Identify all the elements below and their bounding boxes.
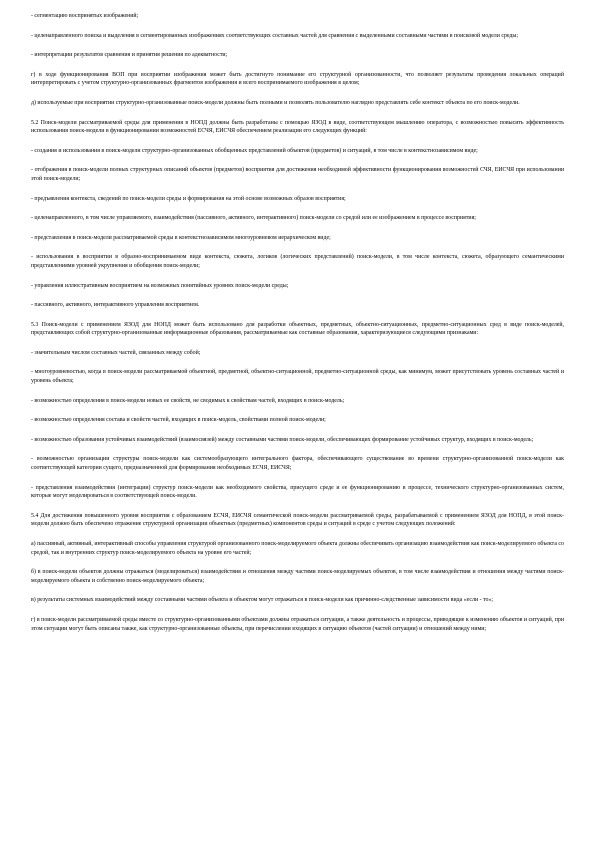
paragraph: - возможностью определения в поиск-модели новых ее свойств, не сводимых к свойствам частей, входящих в поиск-модель; (31, 397, 345, 404)
paragraph: - целенаправленного поиска и выделения в сегментированных изображениях соответствующих составных частей для сравнения с выделенными составными частями в поисковой модели среды; (31, 32, 519, 39)
paragraph: д) используемые при восприятии структурно-организованные поиск-модели должны быть полными и позволять пользователю наглядно представлять себе контекст объекта по его поиск-модели. (31, 99, 520, 106)
paragraph: - использования в восприятии в образно-воспринимаемом виде контекста, сюжета, логиков (логических представлений) поиск-модели, в том числе контекста, сюжета, образующего семантическими представлениями уровней укрупнения и обобщения поиск-модели; (31, 254, 564, 269)
paragraph: - многоуровневостью, когда в поиск-модели рассматриваемой объектной, предметной, объектно-ситуационной, предметно-ситуационной среды, как минимум, может присутствовать уровень составных частей и уровень объекта; (31, 369, 564, 385)
paragraph: б) в поиск-модели объектов должны отражаться (моделироваться) взаимодействия и отношения между частями поиск-моделируемых объектов, в том числе взаимодействия и отношения между частями поиск-моделируемого объекта и собственно поиск-моделируемого объекта; (31, 569, 564, 584)
paragraph: - управления иллюстративным восприятием на возможных понятийных уровнях поиск-модели среды; (31, 282, 289, 289)
paragraph: - создания и использования в поиск-модели структурно-организованных обобщенных представлений объектов (предметов) и ситуаций, в том числе в контекстнозависимом виде; (31, 147, 478, 154)
paragraph: 5.2 Поиск-модели рассматриваемой среды для применения в НОПД должны быть разработаны с помощью ЯЗОД в виде, соответствующем мышлению оператора, с возможностью повысить эффективность использования поиск-модели в функционировании возможностей ЕСЧЯ, ЕИСЧЯ обеспечением реализации его следующих функций: (31, 119, 564, 135)
paragraph: 5.3 Поиск-модели с применением ЯЗОД для НОПД может быть использовано для разработки объектных, предметных, объектно-ситуационных, предметно-ситуационных сред в виде поиск-моделей, представляющих собой структурно-организованные информационные образования, рассматриваемые как составные образования, характеризующиеся следующими признаками: (31, 321, 564, 337)
paragraph: - возможностью определения состава и свойств частей, входящих в поиск-модель, свойствами полной поиск-модели; (31, 417, 326, 424)
paragraph: - представления взаимодействия (интеграции) структур поиск-модели как необходимого свойства, присущего среде и ее функционированию в процессе, технического структурно-организованных систем, которые могут моделироваться в соответствующей поиск-модели. (31, 484, 564, 500)
paragraph: г) в поиск-модели рассматриваемой среды вместе со структурно-организованными объектами должны отражаться ситуации, а также деятельность и процессы, приводящие к изменению объектов и ситуаций, при этом ситуации могут быть описаны также, как структурно-организованные объекты, при перечислении входящих в ситуацию объектов (частей ситуации) и отношений между ними; (31, 616, 564, 632)
paragraph: - представления в поиск-модели рассматриваемой среды в контекстнозависимом многоуровневом иерархическом виде; (31, 234, 331, 241)
paragraph: - целенаправленного, в том числе управляемого, взаимодействия (пассивного, активного, интерактивного) поиск-модели со средой или ее изображением в процессе восприятия; (31, 215, 476, 222)
paragraph: - возможностью образования устойчивых взаимодействий (взаимосвязей) между составными частями поиск-модели, обеспечивающих формирование устойчивых структур, входящих в поиск-модель; (31, 436, 534, 443)
paragraph: - сегментацию воспринятых изображений; (31, 13, 139, 19)
paragraph: а) пассивный, активный, интерактивный способы управления структурой организованного поиск-моделируемого объекта должны обеспечивать организацию взаимодействия как поиск-моделируемого объекта со средой, так и внутренних структур поиск-моделируемого объекта на уровне его частей; (31, 541, 564, 556)
paragraph: - возможностью организации структуры поиск-модели как системообразующего интегрального фактора, обеспечивающего существование во времени структурно-организованной поиск-модели как соответствующей категории сущего, предназначенной для формирования необходимых ЕСЧЯ, ЕИСЧЯ; (31, 456, 564, 472)
paragraph: 5.4 Для достижения повышенного уровня восприятия с образованием ЕСЧЯ, ЕИСЧЯ семантической поиск-модели рассматриваемой среды, разрабатываемой с применением ЯЗОД для НОПД, в этой поиск-модели должно быть обеспечено отражение структурной организации объектных (предметных) компонентов среды и ситуаций в среде с учетом следующих положений: (31, 512, 564, 528)
paragraph: в) результаты системных взаимодействий между составными частями объекта и объектом могут отражаться в поиск-модели как причинно-следственные зависимости вида «если - то»; (31, 597, 494, 604)
paragraph: г) в ходе функционирования ВОП при восприятии изображения может быть достигнуто понимание его структурной организованности, что позволяет результаты проведения локальных операций интерпретировать с учетом структурно-организованных фрагментов изображения и всего воспринимаемого изображения в целом; (31, 71, 564, 87)
paragraph: - значительным числом составных частей, связанных между собой; (31, 349, 201, 356)
paragraph: - предъявления контекста, сведений по поиск-модели среды и формирования на этой основе возможных образов восприятия; (31, 195, 346, 202)
paragraph: - интерпретации результатов сравнения и принятия решения по адекватности; (31, 52, 228, 59)
paragraph: - отображения в поиск-модели полных структурных описаний объектов (предметов) восприятия для достижения необходимой эффективности функционирования возможностей СЧЯ, ЕИСЧЯ при использовании этой поиск-модели; (31, 167, 564, 182)
paragraph: - пассивного, активного, интерактивного управления восприятием. (31, 302, 200, 309)
